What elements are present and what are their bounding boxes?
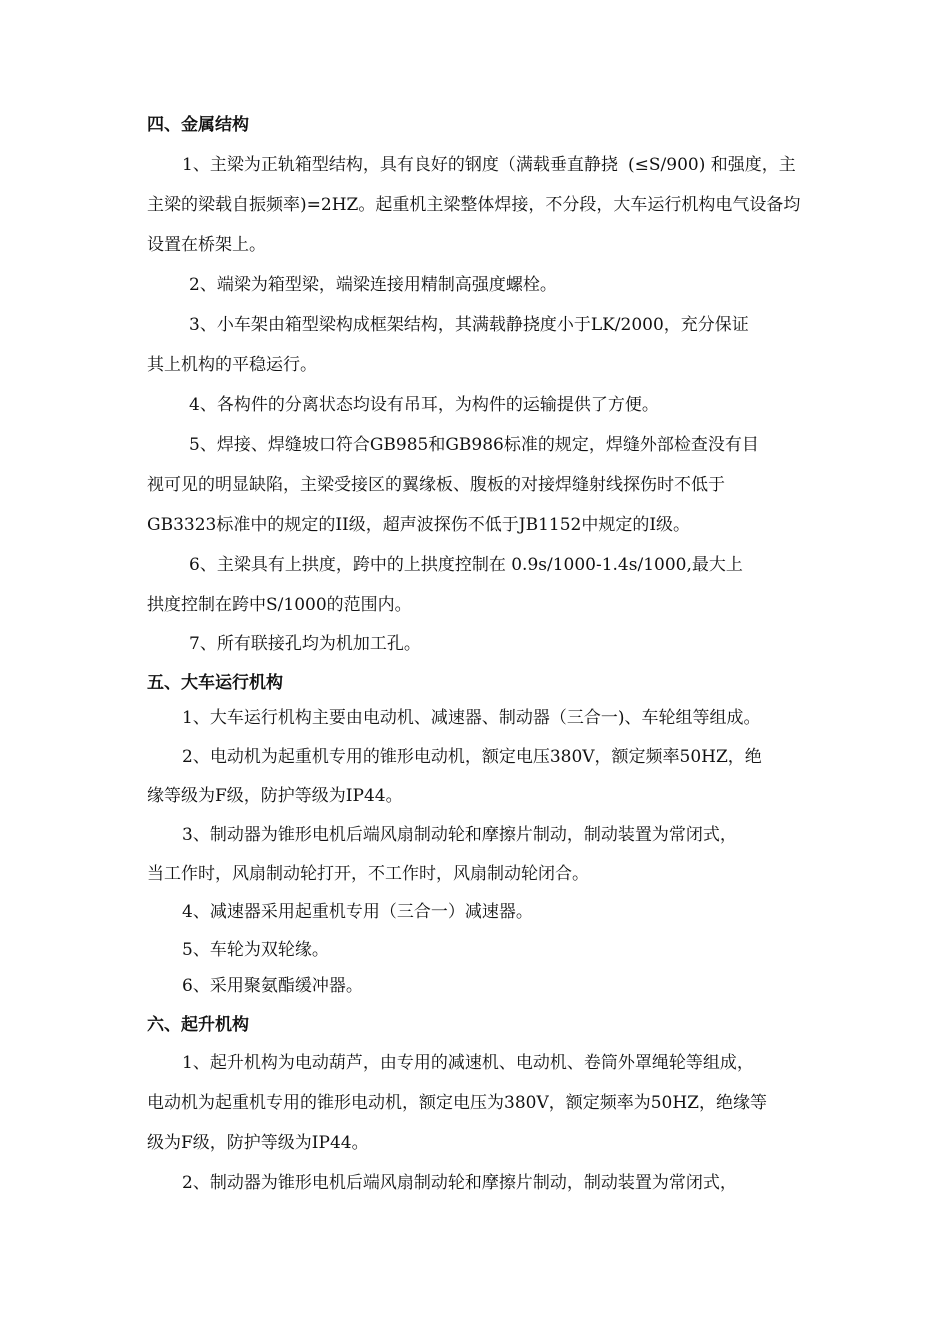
paragraph-line: 缘等级为F级，防护等级为IP44。 xyxy=(147,786,403,806)
paragraph-line: 1、主梁为正轨箱型结构，具有良好的钢度（满载垂直静挠 xyxy=(182,155,618,175)
paragraph-line: (≤S/900) 和强度，主 xyxy=(628,155,796,175)
paragraph-line: 1、起升机构为电动葫芦，由专用的减速机、电动机、卷筒外罩绳轮等组成， xyxy=(182,1053,754,1073)
paragraph-line: 电动机为起重机专用的锥形电动机，额定电压为380V，额定频率为50HZ，绝缘等 xyxy=(147,1093,767,1113)
section-heading-metal-structure: 四、金属结构 xyxy=(147,115,249,135)
section-heading-crane-travel: 五、大车运行机构 xyxy=(147,673,283,693)
paragraph-line: 当工作时，风扇制动轮打开，不工作时，风扇制动轮闭合。 xyxy=(147,864,589,884)
paragraph-line: 3、小车架由箱型梁构成框架结构，其满载静挠度小于LK/2000，充分保证 xyxy=(189,315,749,335)
paragraph-line: GB3323标准中的规定的II级，超声波探伤不低于JB1152中规定的I级。 xyxy=(147,515,691,535)
paragraph-line: 2、制动器为锥形电机后端风扇制动轮和摩擦片制动，制动装置为常闭式， xyxy=(182,1173,737,1193)
paragraph-line: 3、制动器为锥形电机后端风扇制动轮和摩擦片制动，制动装置为常闭式， xyxy=(182,825,737,845)
paragraph-line: 其上机构的平稳运行。 xyxy=(147,355,317,375)
paragraph-line: 5、焊接、焊缝坡口符合GB985和GB986标准的规定，焊缝外部检查没有目 xyxy=(189,435,759,455)
paragraph-line: 5、车轮为双轮缘。 xyxy=(182,940,329,960)
paragraph-line: 2、电动机为起重机专用的锥形电动机，额定电压380V，额定频率50HZ，绝 xyxy=(182,747,762,767)
paragraph-line: 4、各构件的分离状态均设有吊耳，为构件的运输提供了方便。 xyxy=(189,395,659,415)
paragraph-line: 1、大车运行机构主要由电动机、减速器、制动器（三合一)、车轮组等组成。 xyxy=(182,708,761,728)
paragraph-line: 级为F级，防护等级为IP44。 xyxy=(147,1133,369,1153)
paragraph-line: 6、主梁具有上拱度，跨中的上拱度控制在 0.9s/1000-1.4s/1000,最大上 xyxy=(189,555,743,575)
paragraph-line: 视可见的明显缺陷，主梁受接区的翼缘板、腹板的对接焊缝射线探伤时不低于 xyxy=(147,475,725,495)
paragraph-line: 拱度控制在跨中S/1000的范围内。 xyxy=(147,595,412,615)
paragraph-line: 4、减速器采用起重机专用（三合一）减速器。 xyxy=(182,902,533,922)
paragraph-line: 7、所有联接孔均为机加工孔。 xyxy=(189,634,421,654)
paragraph-line: 6、采用聚氨酯缓冲器。 xyxy=(182,976,363,996)
paragraph-line: 主梁的梁载自振频率)=2HZ。起重机主梁整体焊接，不分段，大车运行机构电气设备均 xyxy=(147,195,801,215)
paragraph-line: 设置在桥架上。 xyxy=(147,235,266,255)
section-heading-hoisting: 六、起升机构 xyxy=(147,1015,249,1035)
paragraph-line: 2、端梁为箱型梁，端梁连接用精制高强度螺栓。 xyxy=(189,275,557,295)
